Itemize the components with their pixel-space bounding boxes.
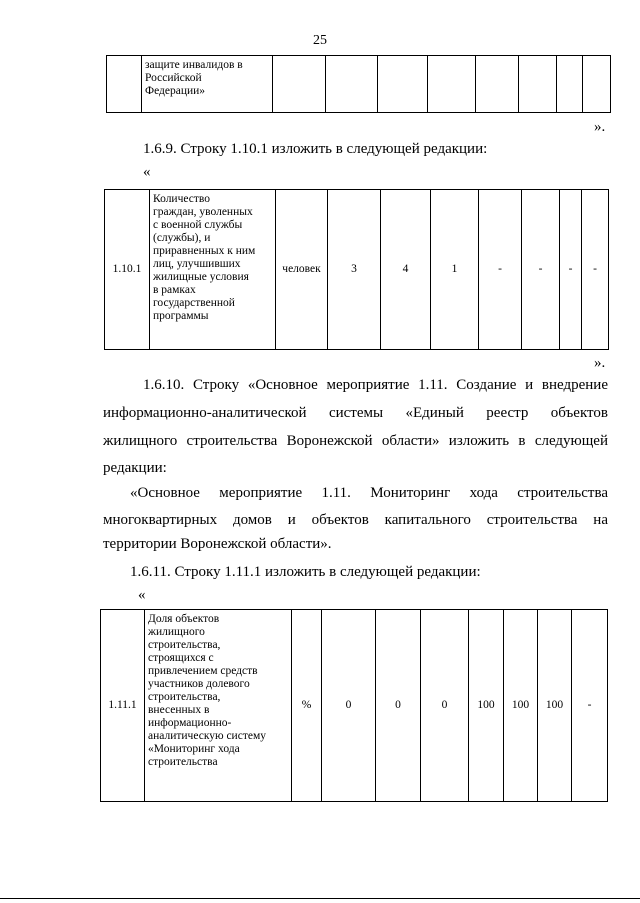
table-cell-value: 0 [421, 610, 469, 802]
table-cell-value: 0 [376, 610, 421, 802]
desc-line: приравненных к ним [153, 245, 256, 257]
desc-line: программы [153, 310, 209, 322]
open-quote: « [138, 587, 146, 603]
event-title-line: территории Воронежской области». [103, 536, 332, 552]
page-number: 25 [313, 33, 327, 48]
close-quote: ». [594, 119, 606, 135]
table-row [107, 56, 611, 113]
desc-line: «Мониторинг хода [148, 743, 240, 755]
table-cell-value: 100 [504, 610, 538, 802]
table-cell-description [145, 610, 292, 802]
item-1-6-10-line: информационно-аналитической системы «Единый реестр объектов [103, 405, 608, 421]
table-cell-code: 1.11.1 [101, 610, 145, 802]
desc-line: Российской [145, 72, 202, 84]
close-quote: ». [594, 355, 606, 371]
table-cell-value: 100 [538, 610, 572, 802]
desc-line: с военной службы [153, 219, 243, 231]
page-bottom-rule [0, 898, 640, 899]
event-title-line: многоквартирных домов и объектов капитального строительства на [103, 512, 608, 528]
desc-line: Федерации» [145, 85, 206, 97]
table-row [101, 610, 608, 802]
table-cell-unit: % [292, 610, 322, 802]
table-cell-description [142, 56, 273, 113]
desc-line: строительства, [148, 691, 221, 703]
desc-line: внесенных в [148, 704, 210, 716]
table-cell-value: 0 [322, 610, 376, 802]
table-continuation [106, 55, 611, 113]
table-cell-value: 3 [328, 190, 381, 350]
desc-line: строительства [148, 756, 218, 768]
table-cell-code [107, 56, 142, 113]
table-cell-value: - [572, 610, 608, 802]
desc-line: жилищные условия [153, 271, 249, 283]
desc-line: строительства, [148, 639, 221, 651]
table-cell [378, 56, 428, 113]
table-cell-description [150, 190, 276, 350]
table-cell [557, 56, 583, 113]
desc-line: привлечением средств [148, 665, 258, 677]
table-cell [273, 56, 326, 113]
table-cell-value: - [582, 190, 609, 350]
table-cell [583, 56, 611, 113]
desc-line: (службы), и [153, 232, 211, 244]
event-title-line: «Основное мероприятие 1.11. Мониторинг хода строительства [130, 485, 608, 501]
desc-line: участников долевого [148, 678, 250, 690]
table-cell-value: 100 [469, 610, 504, 802]
desc-line: защите инвалидов в [145, 59, 243, 71]
desc-line: граждан, уволенных [153, 206, 253, 218]
open-quote: « [143, 164, 151, 180]
table-cell-value: - [522, 190, 560, 350]
table-cell-value: 4 [381, 190, 431, 350]
table-cell-value: 1 [431, 190, 479, 350]
item-1-6-10-line: жилищного строительства Воронежской области» изложить в следующей [103, 433, 608, 449]
table-cell-code: 1.10.1 [105, 190, 150, 350]
desc-line: строящихся с [148, 652, 214, 664]
desc-line: Доля объектов [148, 613, 220, 625]
desc-line: в рамках [153, 284, 196, 296]
table-cell [476, 56, 519, 113]
desc-line: аналитическую систему [148, 730, 266, 742]
table-cell-value: - [479, 190, 522, 350]
desc-line: Количество [153, 193, 210, 205]
desc-line: жилищного [148, 626, 205, 638]
desc-line: информационно- [148, 717, 232, 729]
table-cell-value: - [560, 190, 582, 350]
table-cell [519, 56, 557, 113]
desc-line: лиц, улучшивших [153, 258, 241, 270]
table-cell [428, 56, 476, 113]
item-1-6-11: 1.6.11. Строку 1.11.1 изложить в следующей редакции: [130, 564, 481, 580]
desc-line: государственной [153, 297, 235, 309]
item-1-6-10-line: редакции: [103, 460, 167, 476]
table-cell [326, 56, 378, 113]
table-row-1-11-1 [100, 609, 608, 802]
table-row-1-10-1 [104, 189, 609, 350]
table-cell-unit: человек [276, 190, 328, 350]
table-row [105, 190, 609, 350]
item-1-6-10-line: 1.6.10. Строку «Основное мероприятие 1.11. Создание и внедрение [143, 377, 608, 393]
item-1-6-9: 1.6.9. Строку 1.10.1 изложить в следующей редакции: [143, 141, 488, 157]
